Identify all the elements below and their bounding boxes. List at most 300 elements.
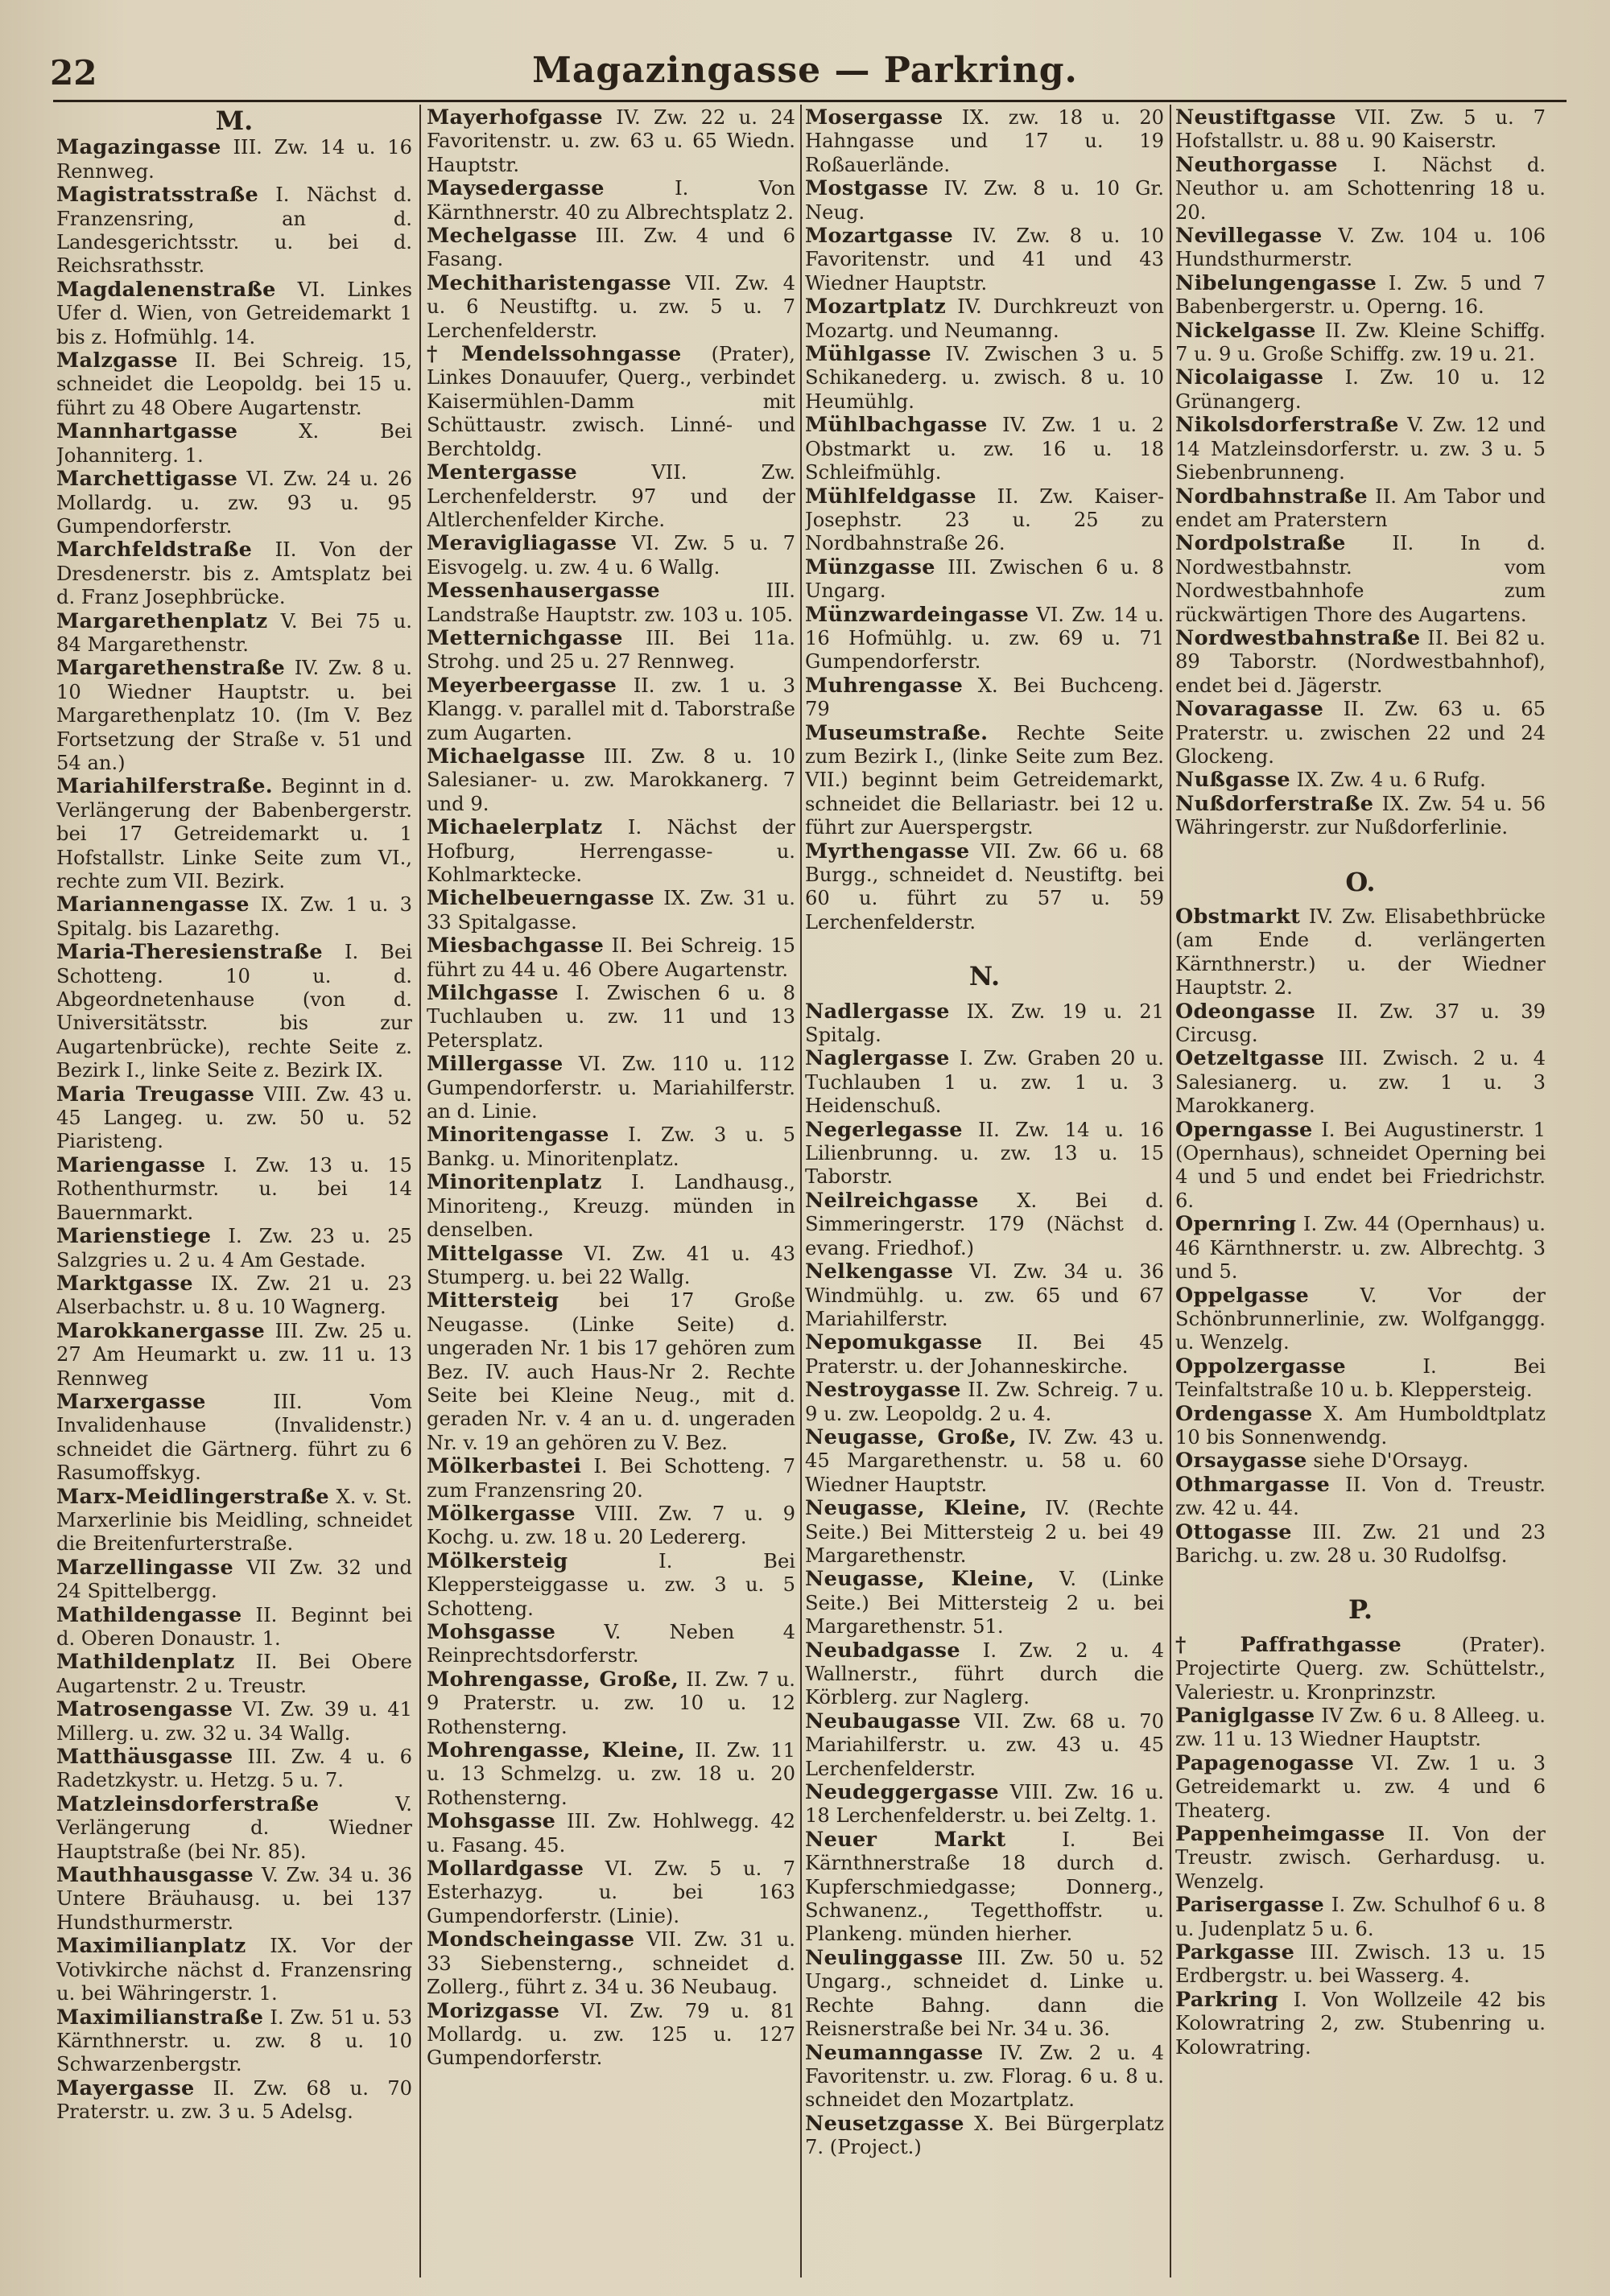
- street-description: III. Landstraße Hauptstr. zw. 103 u. 105.: [427, 579, 795, 626]
- street-name: Museumstraße.: [805, 720, 989, 745]
- street-description: X. v. St. Marxerlinie bis Meidling, schneidet die Breitenfurterstraße.: [56, 1485, 412, 1556]
- street-description: V. (Linke Seite.) Bei Mittersteig 2 u. bei Margarethenstr. 51.: [805, 1568, 1164, 1639]
- street-description: V. Neben 4 Reinprechtsdorferstr.: [427, 1621, 795, 1667]
- street-name: Meravigliagasse: [427, 531, 617, 556]
- street-description: IV. Zw. 22 u. 24 Favoritenstr. u. zw. 63 u. 65 Wiedn. Hauptstr.: [427, 106, 795, 176]
- street-name: Nikolsdorferstraße: [1175, 413, 1399, 438]
- street-description: II. Von der Treustr. zwisch. Gerhardusg. u. Wenzelg.: [1175, 1823, 1546, 1893]
- street-description: Rechte Seite zum Bezirk I., (linke Seite zum Bez. VII.) beginnt beim Getreidemarkt, schneidet die Bellariastr. bei 12 u. führt zur Auerspergstr.: [805, 721, 1164, 839]
- street-name: Marx-Meidlingerstraße: [56, 1484, 329, 1509]
- street-name: Maximilianstraße: [56, 2005, 264, 2030]
- street-description: IV. Zwischen 3 u. 5 Schikanederg. u. zwisch. 8 u. 10 Heumühlg.: [805, 343, 1164, 413]
- street-entry: [427, 1928, 795, 1999]
- street-name: Parkgasse: [1175, 1940, 1295, 1965]
- street-entry: [56, 2077, 412, 2125]
- street-name: Nordwestbahnstraße: [1175, 625, 1421, 650]
- street-entry: [1175, 366, 1546, 414]
- street-name: Mannhartgasse: [56, 419, 238, 444]
- street-entry: [427, 1123, 795, 1171]
- street-description: I. Bei Teinfaltstraße 10 u. b. Kleppersteig.: [1175, 1354, 1546, 1402]
- street-entry: [56, 468, 412, 538]
- street-name: Nußdorferstraße: [1175, 791, 1374, 816]
- street-name: Münzwardeingasse: [805, 602, 1030, 627]
- street-description: III. Bei 11a. Strohg. und 25 u. 27 Rennweg.: [427, 626, 795, 674]
- street-entry: [805, 1047, 1164, 1118]
- street-description: VII Zw. 32 und 24 Spittelbergg.: [56, 1556, 412, 1603]
- street-entry: [56, 775, 412, 893]
- street-description: X. Bei Bürgerplatz 7. (Project.): [805, 2112, 1164, 2159]
- street-entry: [805, 1189, 1164, 1260]
- street-name: Mathildenplatz: [56, 1650, 235, 1675]
- street-entry: [1175, 1474, 1546, 1521]
- street-description: I. Bei Schotteng. 10 u. d. Abgeordnetenhause (von d. Universitätsstr. bis zur Augartenbrücke), rechte Seite z. Bezirk I., linke Seite z. Bezirk IX.: [56, 941, 412, 1082]
- street-name: Nestroygasse: [805, 1378, 961, 1403]
- street-entry: [427, 1550, 795, 1621]
- street-description: II. Zw. 68 u. 70 Praterstr. u. zw. 3 u. 5 Adelsg.: [56, 2076, 412, 2124]
- street-entry: [56, 349, 412, 420]
- street-name: Neustiftgasse: [1175, 106, 1336, 130]
- street-description: I. Zw. 51 u. 53 Kärnthnerstr. u. zw. 8 u. 10 Schwarzenbergstr.: [56, 2005, 412, 2076]
- street-description: IV Zw. 6 u. 8 Alleeg. u. zw. 11 u. 13 Wiedner Hauptstr.: [1175, 1704, 1546, 1751]
- street-name: Mayergasse: [56, 2075, 195, 2100]
- street-entry: [56, 1604, 412, 1651]
- street-entry: [805, 1568, 1164, 1639]
- street-entry: [1175, 905, 1546, 1000]
- street-name: Marchettigasse: [56, 467, 238, 492]
- street-description: V. Zw. 104 u. 106 Hundsthurmerstr.: [1175, 225, 1546, 271]
- street-description: IV. Durchkreuzt von Mozartg. und Neumanng.: [805, 295, 1164, 342]
- street-name: Maysedergasse: [427, 176, 605, 201]
- street-description: II. Zw. Schreig. 7 u. 9 u. zw. Leopoldg. 2 u. 4.: [805, 1379, 1164, 1425]
- street-entry: [1175, 1989, 1546, 2059]
- street-name: Nickelgasse: [1175, 318, 1316, 343]
- street-name: Neugasse, Große,: [805, 1424, 1017, 1449]
- street-name: Nordbahnstraße: [1175, 484, 1368, 509]
- street-description: VI. Zw. 79 u. 81 Mollardg. u. zw. 125 u. 127 Gumpendorferstr.: [427, 1999, 795, 2070]
- street-entry: [427, 1455, 795, 1502]
- street-description: II. Bei Schreig. 15, schneidet die Leopoldg. bei 15 u. führt zu 48 Obere Augartenstr.: [56, 349, 412, 419]
- street-description: (Prater), Linkes Donauufer, Querg., verbindet Kaisermühlen-Damm mit Schüttaustr. zwisch. Linné- und Berchtoldg.: [427, 343, 795, 460]
- street-name: Oppolzergasse: [1175, 1354, 1346, 1379]
- street-description: II. Von d. Treustr. zw. 42 u. 44.: [1175, 1473, 1546, 1520]
- street-description: VI. Zw. 24 u. 26 Mollardg. u. zw. 93 u. 95 Gumpendorferstr.: [56, 468, 412, 538]
- street-entry: [427, 1857, 795, 1928]
- street-name: Neusetzgasse: [805, 2111, 964, 2136]
- street-name: Messenhausergasse: [427, 579, 660, 604]
- street-description: VI. Zw. 41 u. 43 Stumperg. u. bei 22 Wallg.: [427, 1242, 795, 1288]
- street-entry: [805, 225, 1164, 295]
- street-name: Meyerbeergasse: [427, 673, 617, 698]
- street-entry: [427, 272, 795, 343]
- street-description: IV. (Rechte Seite.) Bei Mittersteig 2 u. bei 49 Margarethenstr.: [805, 1497, 1164, 1567]
- street-entry: [56, 893, 412, 941]
- street-name: Mondscheingasse: [427, 1927, 635, 1952]
- street-name: Mohrengasse, Kleine,: [427, 1738, 686, 1763]
- street-entry: [1175, 106, 1546, 154]
- street-entry: [1175, 1521, 1546, 1568]
- street-name: Mechelgasse: [427, 224, 578, 249]
- street-entry: [56, 610, 412, 657]
- street-name: Maximilianplatz: [56, 1934, 246, 1959]
- street-name: Naglergasse: [805, 1046, 950, 1071]
- street-entry: [805, 485, 1164, 556]
- street-name: Papagenogasse: [1175, 1750, 1355, 1775]
- street-name: Mostgasse: [805, 176, 929, 201]
- street-entry: [805, 2113, 1164, 2160]
- section-letter-heading: O.: [1345, 866, 1376, 897]
- street-name: Marzellingasse: [56, 1555, 233, 1580]
- street-entry: [56, 538, 412, 609]
- street-description: III. Zwisch. 2 u. 4 Salesianerg. u. zw. 1 u. 3 Marokkanerg.: [1175, 1047, 1546, 1118]
- street-entry: [805, 1426, 1164, 1497]
- street-description: IV. Zw. 43 u. 45 Margarethenstr. u. 58 u. 60 Wiedner Hauptstr.: [805, 1425, 1164, 1496]
- street-description: I. Bei Schotteng. 7 zum Franzensring 20.: [427, 1455, 795, 1502]
- street-description: IX. Zw. 4 u. 6 Rufg.: [1290, 769, 1486, 792]
- street-description: I. Von Kärnthnerstr. 40 zu Albrechtsplatz 2.: [427, 177, 795, 224]
- street-entry: [1175, 1894, 1546, 1941]
- street-entry: [1175, 1000, 1546, 1048]
- street-description: VI. Zw. 5 u. 7 Esterhazyg. u. bei 163 Gumpendorferstr. (Linie).: [427, 1857, 795, 1927]
- street-name: Mariengasse: [56, 1152, 206, 1177]
- street-name: Nibelungengasse: [1175, 270, 1377, 295]
- street-name: Opernring: [1175, 1212, 1297, 1237]
- section-letter-heading: M.: [215, 106, 254, 136]
- street-name: Operngasse: [1175, 1117, 1313, 1142]
- street-description: X. Bei d. Simmeringerstr. 179 (Nächst d. evang. Friedhof.): [805, 1189, 1164, 1259]
- street-name: Mariannengasse: [56, 892, 250, 917]
- street-entry: [427, 106, 795, 177]
- street-description: IV. Zw. 1 u. 2 Obstmarkt u. zw. 16 u. 18 Schleifmühlg.: [805, 414, 1164, 484]
- street-description: VII. Zw. 5 u. 7 Hofstallstr. u. 88 u. 90 Kaiserstr.: [1175, 106, 1546, 153]
- street-entry: [1175, 485, 1546, 533]
- column-4: [1175, 106, 1546, 2271]
- street-description: II. Zw. 37 u. 39 Circusg.: [1175, 1000, 1546, 1047]
- street-description: I. Zw. 5 und 7 Babenbergerstr. u. Operng. 16.: [1175, 271, 1546, 319]
- street-name: Mathildengasse: [56, 1602, 242, 1627]
- street-entry: [805, 1781, 1164, 1828]
- street-entry: [805, 556, 1164, 604]
- street-description: II. zw. 1 u. 3 Klangg. v. parallel mit d. Taborstraße zum Augarten.: [427, 674, 795, 744]
- street-entry: [56, 1864, 412, 1935]
- street-entry: [805, 1119, 1164, 1189]
- street-description: IX. zw. 18 u. 20 Hahngasse und 17 u. 19 Roßauerlände.: [805, 106, 1164, 176]
- street-description: IV. Zw. 8 u. 10 Wiedner Hauptstr. u. bei Margarethenplatz 10. (Im V. Bez Fortsetzung der Straße v. 51 und 54 an.): [56, 657, 412, 774]
- street-description: II. Beginnt bei d. Oberen Donaustr. 1.: [56, 1603, 412, 1650]
- street-name: Novaragasse: [1175, 697, 1324, 722]
- street-entry: [427, 225, 795, 272]
- street-name: Nicolaigasse: [1175, 365, 1324, 390]
- street-description: III. Zw. 50 u. 52 Ungarg., schneidet d. Linke u. Rechte Bahng. dann die Reisnerstraße bei Nr. 34 u. 36.: [805, 1946, 1164, 2041]
- street-name: Nepomukgasse: [805, 1330, 983, 1355]
- street-name: Marchfeldstraße: [56, 538, 253, 563]
- street-name: Neuthorgasse: [1175, 152, 1338, 177]
- street-description: VI. Zw. 5 u. 7 Eisvogelg. u. zw. 4 u. 6 Wallg.: [427, 532, 795, 579]
- column-1: [56, 106, 412, 2271]
- street-name: Matthäusgasse: [56, 1745, 233, 1770]
- street-name: Parisergasse: [1175, 1893, 1325, 1918]
- street-name: Mosergasse: [805, 106, 943, 130]
- street-entry: [56, 1746, 412, 1793]
- street-entry: [56, 1083, 412, 1154]
- street-name: Obstmarkt: [1175, 905, 1301, 929]
- street-description: VIII. Zw. 43 u. 45 Langeg. u. zw. 50 u. 52 Piaristeng.: [56, 1082, 412, 1153]
- street-entry: [1175, 1213, 1546, 1284]
- street-name: Mohrengasse, Große,: [427, 1667, 679, 1692]
- street-description: II. Von der Dresdenerstr. bis z. Amtsplatz bei d. Franz Josephbrücke.: [56, 538, 412, 609]
- street-entry: [1175, 1355, 1546, 1403]
- page-number: 22: [50, 53, 97, 93]
- street-description: I. Von Wollzeile 42 bis Kolowratring 2, zw. Stubenring u. Kolowratring.: [1175, 1988, 1546, 2059]
- street-name: Orsaygasse: [1175, 1449, 1307, 1474]
- street-entry: [56, 2006, 412, 2077]
- street-name: Nelkengasse: [805, 1259, 954, 1284]
- street-entry: [427, 1502, 795, 1550]
- street-description: VI. Zw. 14 u. 16 Hofmühlg. u. zw. 69 u. 71 Gumpendorferstr.: [805, 603, 1164, 674]
- street-entry: [427, 1243, 795, 1290]
- street-name: Margarethenplatz: [56, 608, 268, 633]
- street-entry: [1175, 1752, 1546, 1823]
- street-name: Matrosengasse: [56, 1697, 233, 1722]
- street-entry: [1175, 627, 1546, 698]
- street-entry: [56, 1793, 412, 1864]
- street-description: II. Bei 45 Praterstr. u. der Johanneskirche.: [805, 1331, 1164, 1378]
- street-entry: [56, 420, 412, 468]
- street-entry: [427, 2000, 795, 2071]
- street-name: Minoritengasse: [427, 1123, 609, 1148]
- street-entry: [805, 343, 1164, 414]
- street-name: Marxergasse: [56, 1389, 206, 1414]
- street-entry: [1175, 1704, 1546, 1752]
- street-description: III. Vom Invalidenhause (Invalidenstr.) schneidet die Gärtnerg. führt zu 6 Rasumoffskyg.: [56, 1390, 412, 1485]
- street-name: Malzgasse: [56, 348, 178, 373]
- street-description: bei 17 Große Neugasse. (Linke Seite) d. ungeraden Nr. 1 bis 17 gehören zum Bez. IV. auch Haus-Nr 2. Rechte Seite bei Kleine Neug., mit d. geraden Nr. v. 4 an u. d. ungeraden Nr. v. 19 an gehören zu V. Bez.: [427, 1289, 795, 1454]
- street-description: I. Zw. 2 u. 4 Wallnerstr., führt durch die Körblerg. zur Naglerg.: [805, 1639, 1164, 1709]
- street-name: Neugasse, Kleine,: [805, 1567, 1035, 1592]
- street-description: I. Zw. 13 u. 15 Rothenthurmstr. u. bei 14 Bauernmarkt.: [56, 1153, 412, 1224]
- street-entry: [56, 136, 412, 183]
- street-entry: [56, 1320, 412, 1391]
- street-name: Maria-Theresienstraße: [56, 940, 323, 965]
- street-description: VIII. Zw. 7 u. 9 Kochg. u. zw. 18 u. 20 Ledererg.: [427, 1502, 795, 1549]
- street-name: Matzleinsdorferstraße: [56, 1791, 320, 1816]
- street-entry: [805, 1000, 1164, 1048]
- street-entry: [56, 1154, 412, 1225]
- street-name: Pappenheimgasse: [1175, 1822, 1385, 1847]
- street-entry: [805, 1710, 1164, 1781]
- running-head: Magazingasse — Parkring.: [532, 50, 1078, 91]
- street-entry: [805, 2042, 1164, 2113]
- street-name: Margarethenstraße: [56, 656, 286, 681]
- street-name: Magdalenenstraße: [56, 277, 276, 302]
- street-name: Mittersteig: [427, 1288, 559, 1313]
- street-entry: [56, 1698, 412, 1746]
- street-entry: [1175, 1941, 1546, 1989]
- street-name: Ordengasse: [1175, 1401, 1313, 1426]
- street-description: (Prater). Projectirte Querg. zw. Schüttelstr., Valeriestr. u. Kronprinzstr.: [1175, 1633, 1546, 1704]
- street-description: III. Zw. 4 und 6 Fasang.: [427, 225, 795, 271]
- street-entry: [427, 934, 795, 982]
- street-name: Neubadgasse: [805, 1638, 960, 1663]
- street-entry: [56, 1651, 412, 1698]
- street-entry: [427, 1810, 795, 1857]
- street-name: Negerlegasse: [805, 1117, 963, 1142]
- street-name: Millergasse: [427, 1052, 564, 1077]
- street-description: I. Nächst der Hofburg, Herrengasse- u. Kohlmarktecke.: [427, 816, 795, 886]
- street-description: VI. Zw. 34 u. 36 Windmühlg. u. zw. 65 und 67 Mariahilferstr.: [805, 1260, 1164, 1330]
- street-description: III. Zwischen 6 u. 8 Ungarg.: [805, 555, 1164, 603]
- column-2: [427, 106, 795, 2271]
- street-description: V. Verlängerung d. Wiedner Hauptstraße (bei Nr. 85).: [56, 1792, 412, 1863]
- street-name: Mittelgasse: [427, 1241, 564, 1266]
- street-entry: [1175, 532, 1546, 627]
- column-divider: [419, 105, 421, 2277]
- street-description: II. Zw. Kleine Schiffg. 7 u. 9 u. Große Schiffg. zw. 19 u. 21.: [1175, 319, 1546, 366]
- street-entry: [427, 1668, 795, 1739]
- street-name: Maria Treugasse: [56, 1082, 255, 1107]
- street-name: Mozartplatz: [805, 295, 947, 319]
- street-description: I. Bei Kärnthnerstraße 18 durch d. Kupferschmiedgasse; Donnerg., Schwanenz., Tegetthoffstr. u. Plankeng. münden hierher.: [805, 1828, 1164, 1946]
- street-description: I. Nächst d. Neuthor u. am Schottenring 18 u. 20.: [1175, 153, 1546, 224]
- street-entry: [427, 674, 795, 745]
- street-name: Michaelgasse: [427, 744, 586, 769]
- street-description: VII. Zw. 4 u. 6 Neustiftg. u. zw. 5 u. 7 Lerchenfelderstr.: [427, 271, 795, 342]
- street-description: I. Zw. 3 u. 5 Bankg. u. Minoritenplatz.: [427, 1123, 795, 1170]
- street-name: Ottogasse: [1175, 1519, 1292, 1544]
- street-name: Mozartgasse: [805, 224, 954, 249]
- street-entry: [805, 840, 1164, 935]
- street-entry: [805, 1260, 1164, 1331]
- street-description: Beginnt in d. Verlängerung der Babenbergerstr. bei 17 Getreidemarkt u. 1 Hofstallstr. Linke Seite zum VI., rechte zum VII. Bezirk.: [56, 775, 412, 892]
- street-entry: [1175, 319, 1546, 367]
- street-description: I. Zw. Schulhof 6 u. 8 u. Judenplatz 5 u. 6.: [1175, 1894, 1546, 1940]
- street-description: VIII. Zw. 16 u. 18 Lerchenfelderstr. u. bei Zeltg. 1.: [805, 1781, 1164, 1828]
- street-name: †Paffrathgasse: [1175, 1632, 1402, 1657]
- street-entry: [427, 1739, 795, 1810]
- street-entry: [805, 1828, 1164, 1947]
- street-name: Magazingasse: [56, 135, 221, 160]
- street-description: IX. Vor der Votivkirche nächst d. Franzensring u. bei Währingerstr. 1.: [56, 1935, 412, 2005]
- street-entry: [56, 1935, 412, 2005]
- street-name: Münzgasse: [805, 554, 935, 579]
- street-description: IX. Zw. 31 u. 33 Spitalgasse.: [427, 887, 795, 934]
- street-name: Mühlbachgasse: [805, 413, 988, 438]
- street-description: VI. Linkes Ufer d. Wien, von Getreidemarkt 1 bis z. Hofmühlg. 14.: [56, 278, 412, 348]
- street-name: Mayerhofgasse: [427, 106, 603, 130]
- street-entry: [805, 106, 1164, 177]
- street-description: X. Bei Johanniterg. 1.: [56, 420, 412, 467]
- street-entry: [1175, 154, 1546, 225]
- street-description: V. Vor der Schönbrunnerlinie, zw. Wolfganggg. u. Wenzelg.: [1175, 1284, 1546, 1354]
- street-description: V. Bei 75 u. 84 Margarethenstr.: [56, 609, 412, 656]
- street-name: Nevillegasse: [1175, 224, 1323, 249]
- street-name: Mollardgasse: [427, 1857, 584, 1882]
- street-description: V. Zw. 12 und 14 Matzleinsdorferstr. u. zw. 3 u. 5 Siebenbrunneng.: [1175, 414, 1546, 484]
- street-description: VI. Zw. 110 u. 112 Gumpendorferstr. u. Mariahilferstr. an d. Linie.: [427, 1053, 795, 1123]
- street-name: Muhrengasse: [805, 673, 964, 698]
- street-description: IX. Zw. 54 u. 56 Währingerstr. zur Nußdorferlinie.: [1175, 792, 1546, 839]
- street-entry: [56, 183, 412, 278]
- street-name: Mühlfeldgasse: [805, 484, 976, 509]
- street-entry: [56, 657, 412, 775]
- street-name: Mühlgasse: [805, 342, 931, 367]
- street-name: Mohsgasse: [427, 1620, 556, 1644]
- street-description: II. Zw. 7 u. 9 Praterstr. u. zw. 10 u. 12 Rothensterng.: [427, 1667, 795, 1738]
- street-name: Marokkanergasse: [56, 1318, 266, 1343]
- street-name: Mauthhausgasse: [56, 1863, 254, 1888]
- street-name: Mariahilferstraße.: [56, 774, 273, 799]
- street-entry: [427, 887, 795, 934]
- street-entry: [427, 461, 795, 532]
- street-entry: [805, 414, 1164, 484]
- street-entry: [427, 816, 795, 887]
- street-description: II. Zw. 11 u. 13 Schmelzg. u. zw. 18 u. 20 Rothensterng.: [427, 1739, 795, 1809]
- street-name: Myrthengasse: [805, 839, 970, 864]
- street-name: Milchgasse: [427, 981, 559, 1006]
- street-description: V. Zw. 34 u. 36 Untere Bräuhausg. u. bei 137 Hundsthurmerstr.: [56, 1864, 412, 1934]
- street-name: Oetzeltgasse: [1175, 1046, 1325, 1071]
- street-description: III. Zw. 25 u. 27 Am Heumarkt u. zw. 11 u. 13 Rennweg: [56, 1319, 412, 1390]
- street-description: IV. Zw. 8 u. 10 Gr. Neug.: [805, 177, 1164, 224]
- street-entry: [805, 1639, 1164, 1710]
- street-description: VII. Zw. 68 u. 70 Mariahilferstr. u. zw. 43 u. 45 Lerchenfelderstr.: [805, 1709, 1164, 1780]
- street-description: I. Bei Augustinerstr. 1 (Opernhaus), schneidet Operning bei 4 und 5 und endet bei Friedrichstr. 6.: [1175, 1118, 1546, 1212]
- street-entry: [427, 745, 795, 816]
- section-letter-heading: P.: [1348, 1594, 1373, 1626]
- street-entry: [805, 295, 1164, 343]
- street-description: VII. Zw. Lerchenfelderstr. 97 und der Altlerchenfelder Kirche.: [427, 461, 795, 531]
- street-description: I. Zw. 23 u. 25 Salzgries u. 2 u. 4 Am Gestade.: [56, 1225, 412, 1272]
- street-description: siehe D'Orsayg.: [1307, 1449, 1469, 1473]
- street-description: I. Landhausg., Minoriteng., Kreuzg. münden in denselben.: [427, 1171, 795, 1242]
- street-entry: [805, 722, 1164, 840]
- street-entry: [1175, 1823, 1546, 1894]
- street-name: Minoritenplatz: [427, 1170, 602, 1195]
- street-description: I. Zw. 44 (Opernhaus) u. 46 Kärnthnerstr. u. zw. Albrechtg. 3 und 5.: [1175, 1213, 1546, 1284]
- street-name: Metternichgasse: [427, 625, 623, 650]
- section-letter-heading: N.: [968, 961, 1001, 992]
- street-entry: [1175, 272, 1546, 319]
- street-description: I. Bei Kleppersteiggasse u. zw. 3 u. 5 Schotteng.: [427, 1549, 795, 1620]
- street-entry: [427, 1053, 795, 1123]
- street-name: Neumanngasse: [805, 2040, 984, 2065]
- street-entry: [805, 1947, 1164, 2042]
- street-description: III. Zw. 21 und 23 Barichg. u. zw. 28 u. 30 Rudolfsg.: [1175, 1520, 1546, 1567]
- street-entry: [427, 1621, 795, 1668]
- street-name: Paniglgasse: [1175, 1704, 1315, 1728]
- street-name: Magistratsstraße: [56, 183, 258, 208]
- street-entry: [1175, 769, 1546, 792]
- street-description: IV. Zw. Elisabethbrücke (am Ende d. verlängerten Kärnthnerstr.) u. der Wiedner Hauptstr. 2.: [1175, 905, 1546, 1000]
- street-entry: [805, 1497, 1164, 1568]
- street-entry: [427, 177, 795, 225]
- column-divider: [800, 105, 802, 2277]
- street-description: II. Bei Schreig. 15 führt zu 44 u. 46 Obere Augartenstr.: [427, 934, 795, 981]
- street-name: Michelbeuerngasse: [427, 886, 655, 911]
- street-description: I. Zwischen 6 u. 8 Tuchlauben u. zw. 11 und 13 Petersplatz.: [427, 982, 795, 1052]
- street-name: Michaelerplatz: [427, 815, 603, 840]
- street-entry: [56, 1556, 412, 1604]
- street-entry: [56, 278, 412, 349]
- street-name: Parkring: [1175, 1987, 1279, 2012]
- street-name: Oppelgasse: [1175, 1283, 1310, 1308]
- street-description: X. Am Humboldtplatz 10 bis Sonnenwendg.: [1175, 1402, 1546, 1449]
- street-description: X. Bei Buchceng. 79: [805, 674, 1164, 721]
- street-description: VI. Zw. 39 u. 41 Millerg. u. zw. 32 u. 34 Wallg.: [56, 1698, 412, 1745]
- street-entry: [1175, 1449, 1546, 1473]
- street-entry: [1175, 1634, 1546, 1704]
- street-entry: [1175, 1047, 1546, 1118]
- street-name: Mohsgasse: [427, 1809, 556, 1834]
